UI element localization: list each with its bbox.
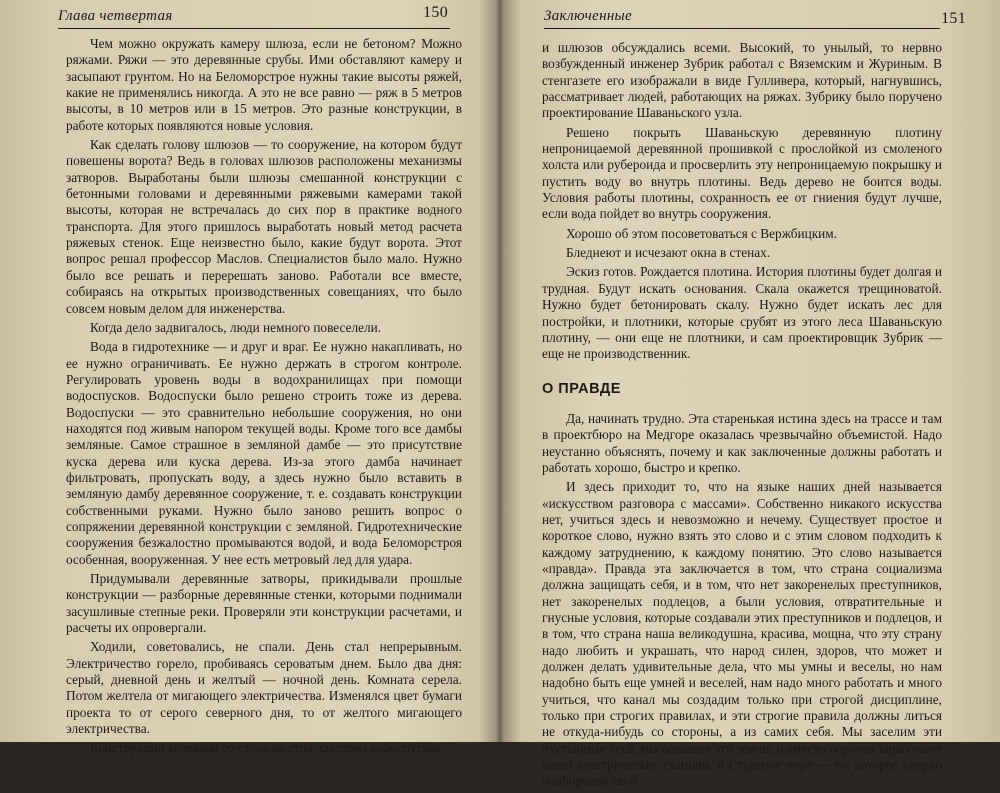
paragraph: Конструкции кочевали со стола на стол, системы водоспусков [90,740,442,756]
paragraph: Хорошо об этом посоветоваться с Вержбицким. [566,225,838,241]
left-running-head [58,6,450,29]
paragraph: Когда дело задвигалось, люди немного повеселели. [90,319,382,335]
paragraph: И здесь приходит то, что на языке наших дней называется «искусством разговора с массами». Собственно никакого искусства нет, учиться здесь и невозможно и нечему. Существует простое и короткое слово, нужно взять это слово и с этим словом подходить к каждому затруднению, к каждому понятию. Это слово называется «правда». Правда эта заключается в том, что страна социализма должна защищать себя, и в том, что нет закоренелых преступников, нет закоренелых подлецов, а были условия, отвратительные и гнусные условия, которые создавали этих преступников и подлецов, и в том, что страна наша великодушна, красива, мощна, что эту страну надо любить и украшать, что народ силен, здоров, что может и должен делать удивительные дела, что мы умны и веселы, но нам надобно быть еще умней и веселей, нам надо много работать и много учиться, что канал мы создадим только при строгой дисциплине, только при строгих правилах, и эти строгие правила должны литься не откуда-нибудь со стороны, а из самих себя. Мы заселим эти пустынные леса, мы вспашем эти земли, и вместо порогов заработают наши электрические станции, и Студеное море — то, которое уперло подбородок свой [542,479,942,789]
section-heading: О ПРАВДЕ [542,380,621,397]
chapter-title: Заключенные [544,8,632,24]
paragraph: Да, начинать трудно. Эта старенькая истина здесь на трассе и там в проектбюро на Медгоре оказалась чрезвычайно объемистой. Надо неустанно объяснять, почему и как заключенные должны работать и работать хорошо, быстро и крепко. [542,410,942,475]
paragraph: Придумывали деревянные затворы, прикидывали прошлые конструкции — разборные деревянные стенки, которыми поднимали засушливые степные реки. Проверяли эти конструкции расчетами, и расчеты их опровергали. [66,571,462,636]
paragraph: Как сделать голову шлюзов — то сооружение, на котором будут повешены ворота? Ведь в головах шлюзов расположены механизмы затворов. Выработаны были шлюзы смешанной конструкции с бетонными головами и деревянными ряжевыми камерами такой высоты, которая не встречалась до сих пор в практике водного транспорта. Для этого пришлось выработать новый метод расчета ряжевых стенок. Еще неизвестно было, какие будут ворота. Этот вопрос решал профессор Маслов. Специалистов было мало. Нужно было все решать и перерешать заново. Работали все вместе, собираясь на открытых производственных совещаниях, что было совсем новым делом для инженерства. [66,137,462,316]
paragraph: Вода в гидротехнике — и друг и враг. Ее нужно накапливать, но ее нужно ограничивать. Ее нужно держать в строгом контроле. Регулировать уровень воды в водохранилищах при помощи водоспусков. Водоспуски было решено строить тоже из дерева. Водоспуски — это сравнительно небольшие сооружения, но они находятся под живым напором текущей воды. Кроме того все дамбы земляные. Самое страшное в земляной дамбе — это присутствие куска дерева или куска дерева. Из-за этого дамба начинает фильтровать, пропускать воду, а здесь нужно было вставить в земляную дамбу деревянное сооружение, т. е. создавать конструкции собственными руками. Нужно было заново решить вопрос о сопряжении деревянной конструкции с земляной. Гидротехнические сооружения безжалостно промываются водой, и вода Беломорстроя особенная, вооруженная. У нее есть метровый лед для удара. [66,339,462,567]
right-page-body [542,40,942,793]
right-running-head [544,6,966,29]
page-number: 150 [423,4,448,21]
paragraph: Эскиз готов. Рождается плотина. История плотины будет долгая и трудная. Будут искать основания. Скала окажется трещиноватой. Нужно будет бетонировать скалу. Нужно будет искать лес для постройки, и плотники, которые срубят из этого леса Шаваньскую плотину, — они еще не плотники, и сам проектировщик Зубрик — еще не производственник. [542,264,942,362]
chapter-title: Глава четвертая [58,8,173,24]
left-page-body [66,36,462,760]
left-page [0,0,498,756]
paragraph: Чем можно окружать камеру шлюза, если не бетоном? Можно ряжами. Ряжи — это деревянные срубы. Ими обставляют камеру и засыпают грунтом. Но на Беломорстрое нужны такие высоты ряжей, какие не применялись никогда. А это не все равно — ряж в 5 метров высоты, в 10 метров или в 15 метров. Это разные конструкции, в работе которых появляются новые условия. [66,36,462,133]
paragraph: и шлюзов обсуждались всеми. Высокий, то унылый, то нервно возбужденный инженер Зубрик работал с Вяземским и Журиным. В стенгазете его изображали в виде Гулливера, который, нагнувшись, рассматривает людей, работающих на ряжах. Зубрику было поручено проектирование Шаваньского узла. [542,40,942,121]
paragraph: Бледнеют и исчезают окна в стенах. [566,245,771,261]
paragraph: Решено покрыть Шаваньскую деревянную плотину непроницаемой деревянной прошивкой с прослойкой из смоленого холста или рубероида и просверлить эту непроницаемую покрышку и пустить воду во внутрь плотины. Ведь дерево не боится воды. Условия работы плотины, сохранность ее от гниения будут лучше, если вода пойдет во внутрь сооружения. [542,124,942,222]
page-number: 151 [941,10,966,27]
right-page [502,0,1000,789]
paragraph: Ходили, советовались, не спали. День стал непрерывным. Электричество горело, пробиваясь сероватым днем. Было два дня: серый, дневной день и желтый — ночной день. Комната серела. Потом желтела от мигающего электричества. Изменялся цвет бумаги проекта то от серого северного дня, то от желтого мигающего электричества. [66,639,462,737]
